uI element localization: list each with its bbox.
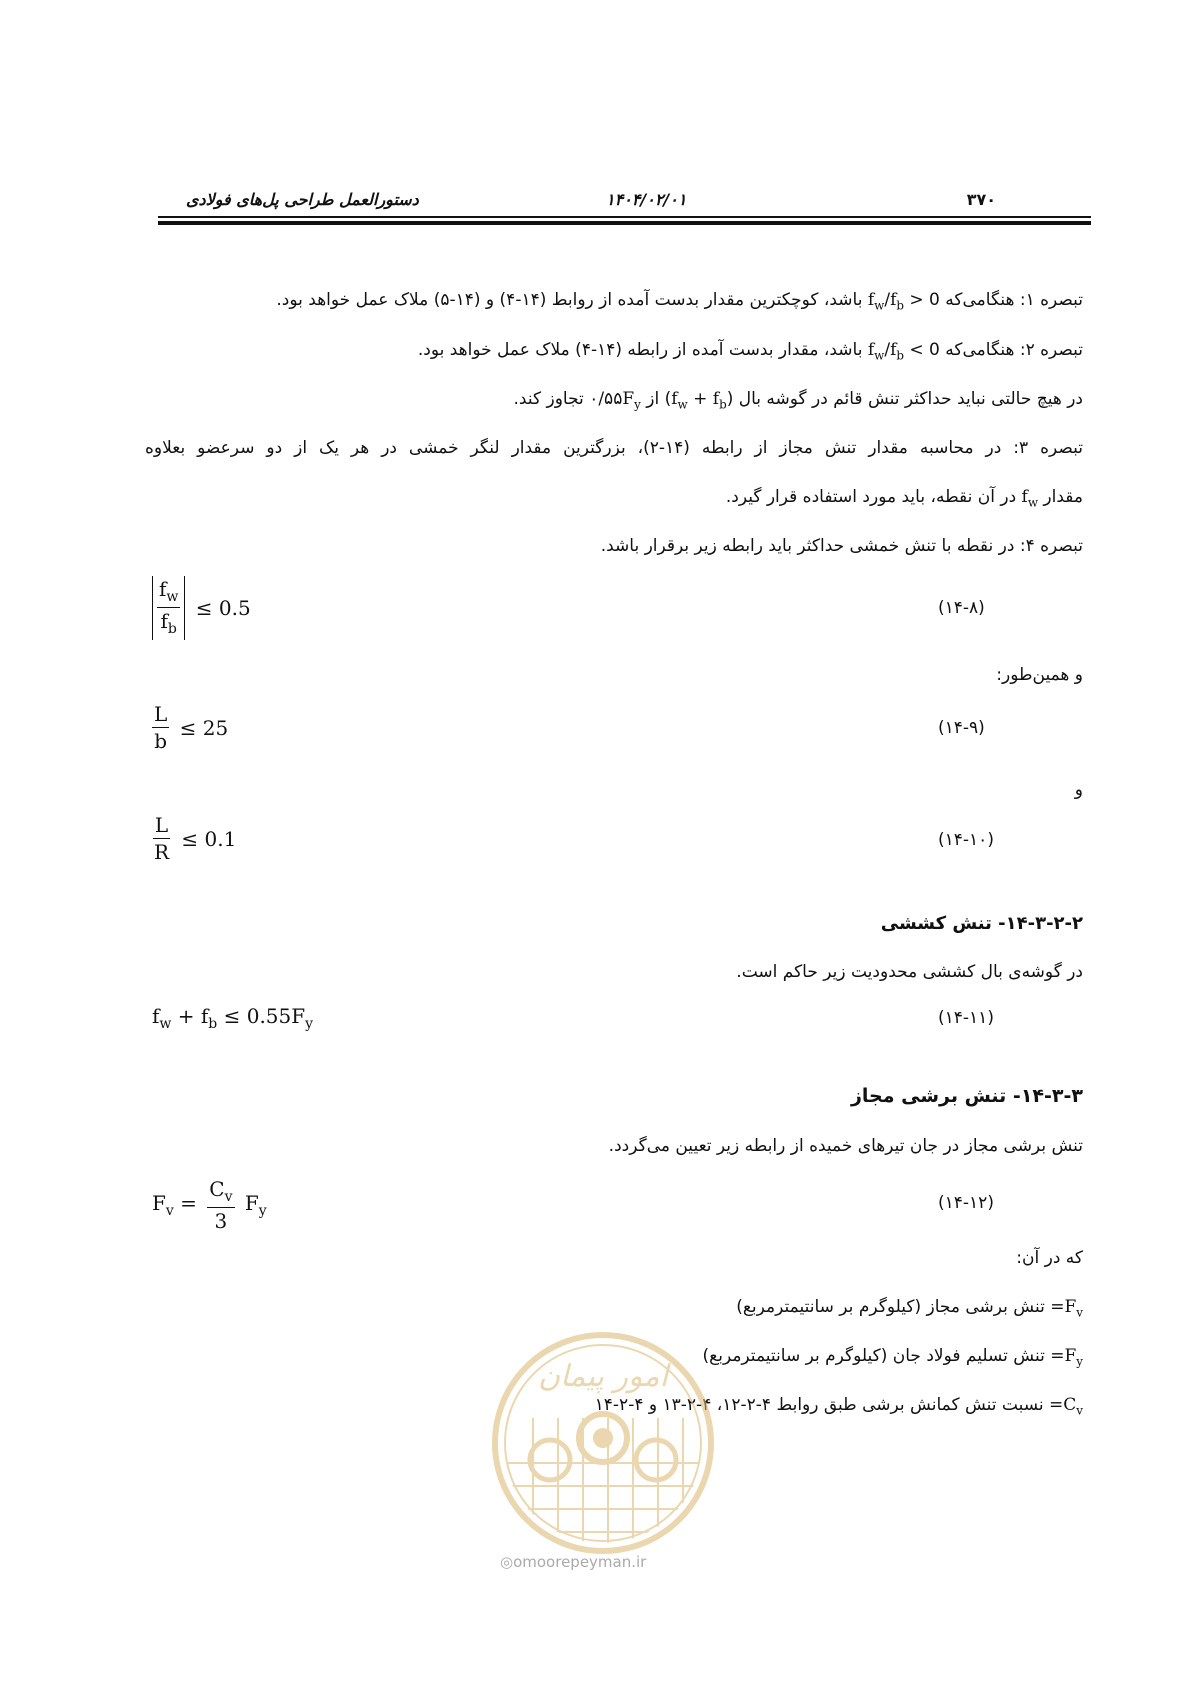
globe-icon: ◎	[500, 1553, 514, 1571]
omoorepeyman-logo-icon	[488, 1328, 718, 1558]
watermark-site: ◎omoorepeyman.ir	[500, 1553, 647, 1571]
eq12-denominator: 3	[214, 1209, 228, 1234]
eq8-numerator: $f_w$	[157, 578, 180, 608]
eq9-numerator: L	[154, 702, 168, 726]
equation-number-10: (۱۴-۱۰)	[938, 830, 994, 850]
equation-11: $f_w + f_b \le 0.55F_y$	[152, 1004, 314, 1032]
definition-text: = تنش برشی مجاز (کیلوگرم بر سانتیمترمربع)	[736, 1297, 1065, 1317]
eq12-rhs: $F_y$	[244, 1191, 267, 1220]
absolute-value-bars	[152, 576, 185, 640]
eq8-rhs: ≤ 0.5	[195, 595, 251, 620]
equation-number-11: (۱۴-۱۱)	[938, 1008, 994, 1028]
eq12-numerator: $C_v$	[207, 1178, 234, 1208]
watermark-brand: امور پیمان	[538, 1359, 668, 1394]
header-rule-thick	[158, 221, 1091, 225]
eq9-rhs: ≤ 25	[179, 715, 229, 740]
equation-8	[152, 576, 255, 640]
eq9-denominator: b	[154, 729, 168, 753]
definition-symbol: $C_v$	[1063, 1395, 1083, 1418]
header-date: ۱۴۰۴/۰۲/۰۱	[606, 190, 687, 209]
eq8-denominator: $f_b$	[160, 609, 177, 638]
definition-fy	[703, 1346, 1083, 1369]
eq10-rhs: ≤ 0.1	[181, 826, 237, 851]
page-number: ۳۷۰	[966, 190, 996, 209]
tension-text: در گوشه‌ی بال کششی محدودیت زیر حاکم است.	[736, 962, 1083, 982]
and-text: و	[1074, 780, 1083, 800]
eq12-lhs: $F_v$ =	[152, 1191, 197, 1220]
equation-number-9: (۱۴-۹)	[938, 718, 985, 738]
note-1: تبصره ۱: هنگامی‌که $f_w/f_b > 0$ باشد، کوچکترین مقدار بدست آمده از روابط (۱۴-۴) و (۱۴-۵) ملاک عمل خواهد بود.	[276, 290, 1083, 313]
equation-number-8: (۱۴-۸)	[938, 598, 985, 618]
note-2: تبصره ۲: هنگامی‌که $f_w/f_b < 0$ باشد، مقدار بدست آمده از رابطه (۱۴-۴) ملاک عمل خواهد بود.	[417, 340, 1083, 363]
definition-text: = تنش تسلیم فولاد جان (کیلوگرم بر سانتیمترمربع)	[702, 1346, 1065, 1366]
shear-text: تنش برشی مجاز در جان تیرهای خمیده از رابطه زیر تعیین می‌گردد.	[608, 1136, 1083, 1156]
max-stress-line: در هیچ حالتی نباید حداکثر تنش قائم در گوشه بال $(f_w + f_b)$ از $۰/۵۵F_y$ تجاوز کند.	[513, 389, 1083, 412]
definition-symbol: $F_v$	[1064, 1297, 1083, 1320]
likewise-text: و همین‌طور:	[996, 665, 1083, 685]
section-heading-shear: ۱۴-۳-۳- تنش برشی مجاز	[850, 1085, 1083, 1107]
where-text: که در آن:	[1016, 1248, 1083, 1268]
header-rule-thin	[158, 216, 1091, 218]
note-4: تبصره ۴: در نقطه با تنش خمشی حداکثر باید رابطه زیر برقرار باشد.	[600, 536, 1083, 556]
definition-symbol: $F_y$	[1064, 1346, 1083, 1369]
note-3-line-2: مقدار $f_w$ در آن نقطه، باید مورد استفاده قرار گیرد.	[725, 487, 1083, 510]
section-heading-tension: ۱۴-۳-۲-۲- تنش کششی	[880, 913, 1083, 934]
note-3-line-1: تبصره ۳: در محاسبه مقدار تنش مجاز از رابطه (۱۴-۲)، بزرگترین مقدار لنگر خمشی در هر یک از دو سرعضو بعلاوه	[145, 438, 1083, 458]
equation-number-12: (۱۴-۱۲)	[938, 1193, 994, 1213]
eq10-denominator: R	[154, 840, 170, 864]
equation-12	[152, 1178, 271, 1232]
definition-text: = نسبت تنش کمانش برشی طبق روابط ۴-۲-۱۲، ۴-۲-۱۳ و ۴-۲-۱۴	[594, 1395, 1064, 1415]
equation-9	[152, 703, 232, 752]
header-title: دستورالعمل طراحی پل‌های فولادی	[186, 190, 419, 209]
definition-fv	[736, 1297, 1083, 1320]
equation-10	[152, 814, 240, 863]
eq10-numerator: L	[154, 813, 169, 837]
